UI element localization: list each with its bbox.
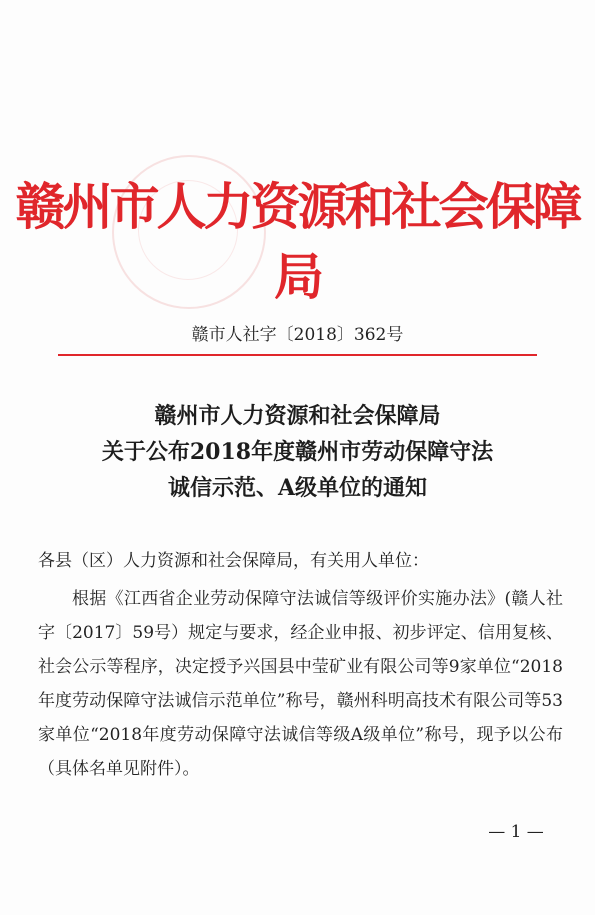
letterhead-red-rule bbox=[58, 354, 537, 356]
body-paragraph: 根据《江西省企业劳动保障守法诚信等级评价实施办法》(赣人社字〔2017〕59号）规定与要求，经企业申报、初步评定、信用复核、社会公示等程序，决定授予兴国县中莹矿业有限公司等9家单位“2018年度劳动保障守法诚信示范单位”称号，赣州科明高技术有限公司等53家单位“2018年度劳动保障守法诚信等级A级单位”称号，现予以公布（具体名单见附件）。 bbox=[38, 589, 563, 779]
document-number: 赣市人社字〔2018〕362号 bbox=[191, 325, 404, 345]
document-title bbox=[0, 398, 595, 506]
title-line-2: 关于公布2018年度赣州市劳动保障守法 bbox=[101, 439, 494, 465]
page-number: — 1 — bbox=[488, 822, 544, 842]
agency-letterhead: 赣州市人力资源和社会保障局 bbox=[15, 177, 580, 306]
title-line-1: 赣州市人力资源和社会保障局 bbox=[154, 403, 441, 429]
salutation: 各县（区）人力资源和社会保障局，有关用人单位： bbox=[38, 551, 429, 571]
title-line-3: 诚信示范、A级单位的通知 bbox=[167, 475, 428, 501]
